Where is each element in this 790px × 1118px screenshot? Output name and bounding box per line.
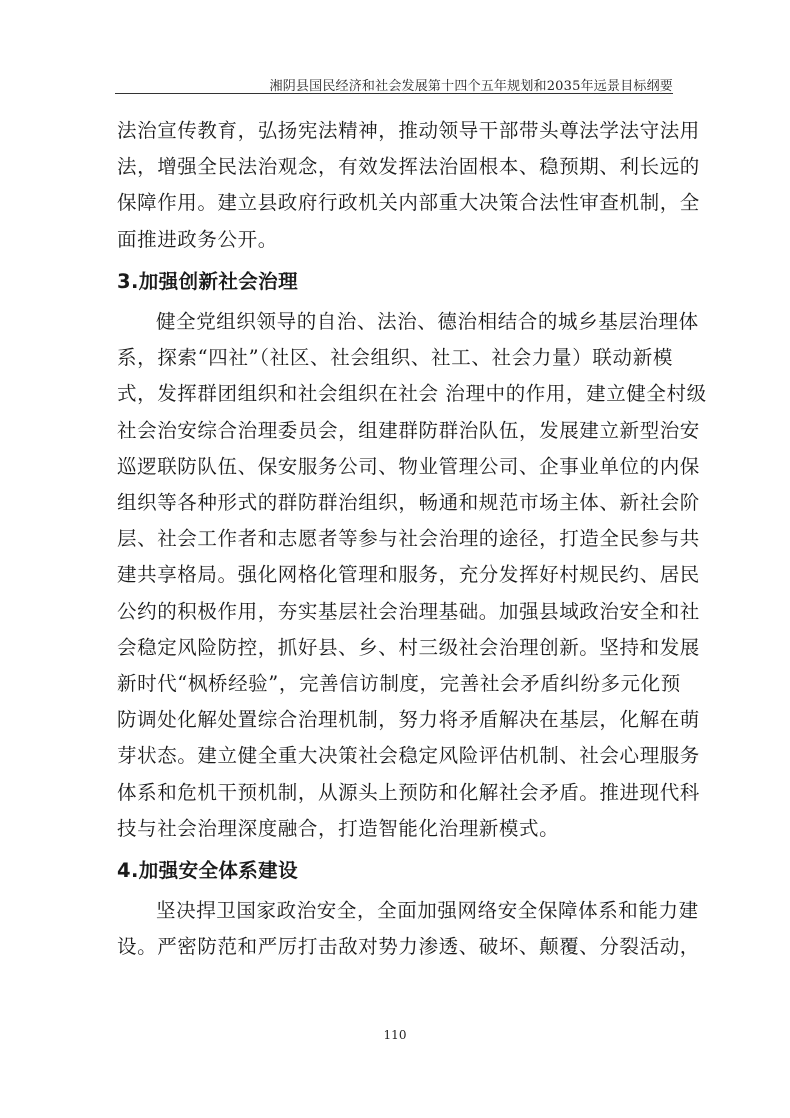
- text-line: 防调处化解处置综合治理机制，努力将矛盾解决在基层，化解在萌: [117, 708, 700, 732]
- text-line: 芽状态。建立健全重大决策社会稳定风险评估机制、社会心理服务: [117, 744, 700, 768]
- text-line: 体系和危机干预机制，从源头上预防和化解社会矛盾。推进现代科: [117, 780, 700, 804]
- section-heading-3: 3.加强创新社会治理: [117, 269, 298, 293]
- text-line: 法治宣传教育，弘扬宪法精神，推动领导干部带头尊法学法守法用: [117, 119, 700, 142]
- text-line: 建共享格局。强化网格化管理和服务，充分发挥好村规民约、居民: [117, 563, 700, 587]
- text-line: 健全党组织领导的自治、法治、德治相结合的城乡基层治理体: [156, 310, 699, 334]
- document-body: [117, 113, 707, 966]
- text-line: 公约的积极作用，夯实基层社会治理基础。加强县域政治安全和社: [117, 599, 700, 623]
- paragraph-section-3: [117, 304, 707, 847]
- text-line: 技与社会治理深度融合，打造智能化治理新模式。: [117, 816, 560, 840]
- text-line: 设。严密防范和严厉打击敌对势力渗透、破坏、颠覆、分裂活动，: [117, 935, 700, 959]
- text-line: 组织等各种形式的群防群治组织，畅通和规范市场主体、新社会阶: [117, 491, 700, 515]
- paragraph-intro: [117, 113, 700, 258]
- header-divider: [115, 93, 673, 94]
- text-line: 法，增强全民法治观念，有效发挥法治固根本、稳预期、利长远的: [117, 155, 700, 179]
- text-line: 层、社会工作者和志愿者等参与社会治理的途径，打造全民参与共: [117, 527, 700, 551]
- text-line: 社会治安综合治理委员会，组建群防群治队伍，发展建立新型治安: [117, 418, 700, 442]
- text-line: 面推进政务公开。: [117, 227, 278, 251]
- paragraph-section-4: [117, 893, 700, 965]
- text-line: 新时代“枫桥经验”，完善信访制度，完善社会矛盾纠纷多元化预: [117, 672, 681, 696]
- text-line: 式，发挥群团组织和社会组织在社会 治理中的作用，建立健全村级: [117, 382, 707, 406]
- section-heading-4: 4.加强安全体系建设: [117, 859, 298, 883]
- text-line: 保障作用。建立县政府行政机关内部重大决策合法性审查机制，全: [117, 191, 700, 215]
- text-line: 会稳定风险防控，抓好县、乡、村三级社会治理创新。坚持和发展: [117, 635, 700, 659]
- text-line: 巡逻联防队伍、保安服务公司、物业管理公司、企事业单位的内保: [117, 454, 700, 478]
- text-line: 系，探索“四社”（社区、社会组织、社工、社会力量）联动新模: [117, 346, 673, 370]
- page-number: 110: [383, 1028, 407, 1042]
- running-header-title: 湘阴县国民经济和社会发展第十四个五年规划和2035年远景目标纲要: [269, 79, 673, 94]
- text-line: 坚决捍卫国家政治安全，全面加强网络安全保障体系和能力建: [156, 899, 699, 923]
